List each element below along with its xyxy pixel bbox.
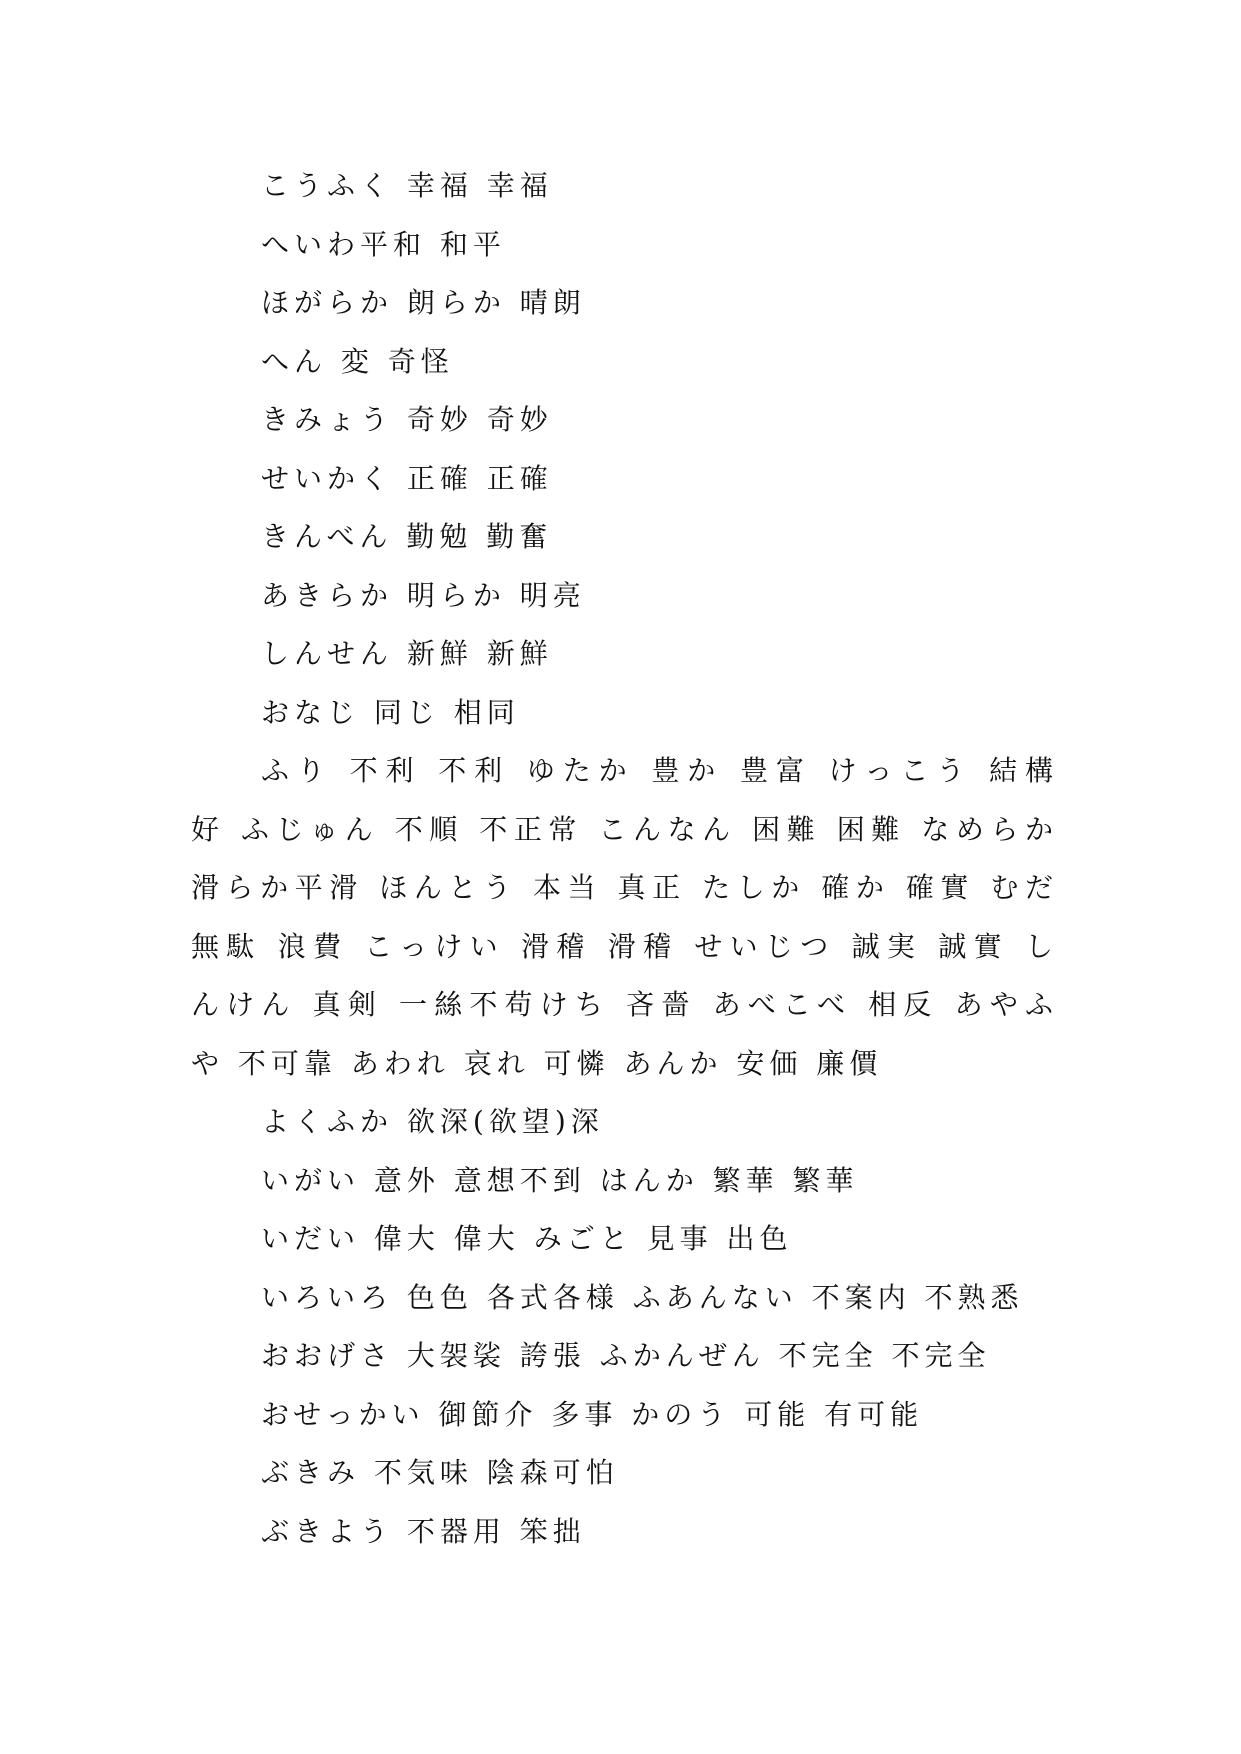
text-line: こうふく 幸福 幸福 [261,169,553,202]
paragraph-line: や 不可靠 あわれ 哀れ 可憐 あんか 安価 廉價 [191,1046,883,1080]
text-line: いろいろ 色色 各式各様 ふあんない 不案内 不熟悉 [261,1280,1024,1314]
text-line: きみょう 奇妙 奇妙 [261,403,553,436]
text-line: へいわ平和 和平 [261,227,506,261]
paragraph-line: 滑らか平滑 ほんとう 本当 真正 たしか 確か 確實 むだ [191,871,1058,904]
text-line: しんせん 新鮮 新鮮 [261,637,553,670]
text-line: おなじ 同じ 相同 [261,695,520,729]
text-line: ぶきみ 不気味 陰森可怕 [261,1456,619,1489]
text-line: いがい 意外 意想不到 はんか 繁華 繁華 [261,1163,859,1197]
text-line: よくふか 欲深(欲望)深 [261,1105,604,1138]
text-line: あきらか 明らか 明亮 [261,578,586,612]
text-line: ぶきよう 不器用 笨拙 [261,1514,586,1548]
paragraph-line: ふり 不利 不利 ゆたか 豊か 豊富 けっこう 結構 [261,754,1058,787]
paragraph-line: 好 ふじゅん 不順 不正常 こんなん 困難 困難 なめらか [191,812,1058,846]
text-line: きんべん 勤勉 勤奮 [261,520,553,553]
paragraph-line: 無駄 浪費 こっけい 滑稽 滑稽 せいじつ 誠実 誠實 し [191,929,1058,963]
text-line: へん 変 奇怪 [261,344,454,378]
text-line: おおげさ 大袈裟 誇張 ふかんぜん 不完全 不完全 [261,1339,991,1372]
paragraph [191,742,1058,1093]
text-line: せいかく 正確 正確 [261,461,553,495]
text-line: いだい 偉大 偉大 みごと 見事 出色 [261,1222,793,1255]
paragraph-line: んけん 真剣 一絲不苟けち 吝嗇 あべこべ 相反 あやふ [191,988,1058,1021]
document-body [191,157,1058,1561]
text-line: ほがらか 朗らか 晴朗 [261,286,586,319]
text-line: おせっかい 御節介 多事 かのう 可能 有可能 [261,1397,924,1431]
